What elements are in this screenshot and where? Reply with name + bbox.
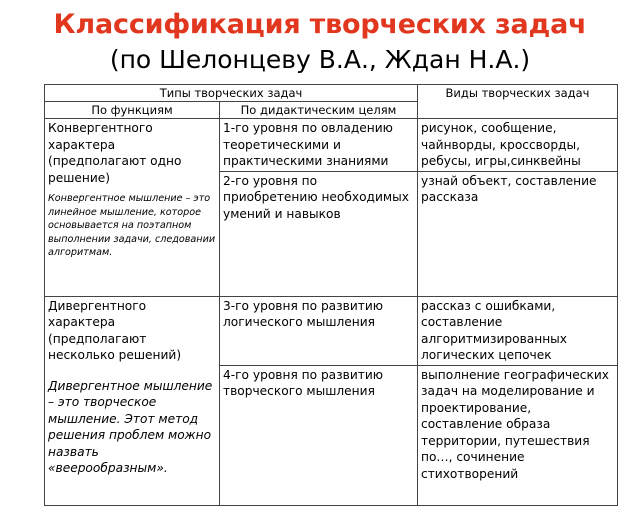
slide-title	[0, 8, 640, 77]
function-convergent-label: Конвергентного характера (предполагают одно решение)	[48, 121, 182, 185]
title-main: Классификация творческих задач	[53, 9, 587, 40]
didactic-level-1: 1-го уровня по овладению теоретическими и практическими знаниями	[220, 119, 418, 172]
didactic-level-4: 4-го уровня по развитию творческого мышления	[220, 365, 418, 505]
header-by-didactic: По дидактическим целям	[220, 102, 418, 119]
header-by-function: По функциям	[45, 102, 220, 119]
title-subtitle: (по Шелонцеву В.А., Ждан Н.А.)	[109, 45, 531, 74]
didactic-level-2: 2-го уровня по приобретению необходимых умений и навыков	[220, 171, 418, 296]
didactic-level-3: 3-го уровня по развитию логического мышления	[220, 296, 418, 365]
kinds-level-4: выполнение географических задач на моделирование и проектирование, составление образа территории, путешествия по…, сочинение стихотворений	[418, 365, 618, 505]
header-row-1	[45, 85, 618, 102]
convergent-thinking-note: Конвергентное мышление – это линейное мышление, которое основывается на поэтапном выполнении задачи, следовании алгоритмам.	[48, 193, 216, 258]
function-convergent-cell	[45, 119, 220, 297]
table-row	[45, 119, 618, 172]
header-task-types: Типы творческих задач	[45, 85, 418, 102]
function-divergent-label: Дивергентного характера (предполагают несколько решений)	[48, 298, 182, 362]
kinds-level-3: рассказ с ошибками, составление алгоритмизированных логических цепочек	[418, 296, 618, 365]
kinds-level-2: узнай объект, составление рассказа	[418, 171, 618, 296]
table-row	[45, 296, 618, 365]
header-task-kinds: Виды творческих задач	[418, 85, 618, 119]
divergent-thinking-note: Дивергентное мышление – это творческое мышление. Этот метод решения проблем можно назвать «веерообразным».	[48, 378, 213, 475]
function-divergent-cell	[45, 296, 220, 505]
classification-table	[44, 84, 618, 506]
kinds-level-1: рисунок, сообщение, чайнворды, кроссворды, ребусы, игры,синквейны	[418, 119, 618, 172]
